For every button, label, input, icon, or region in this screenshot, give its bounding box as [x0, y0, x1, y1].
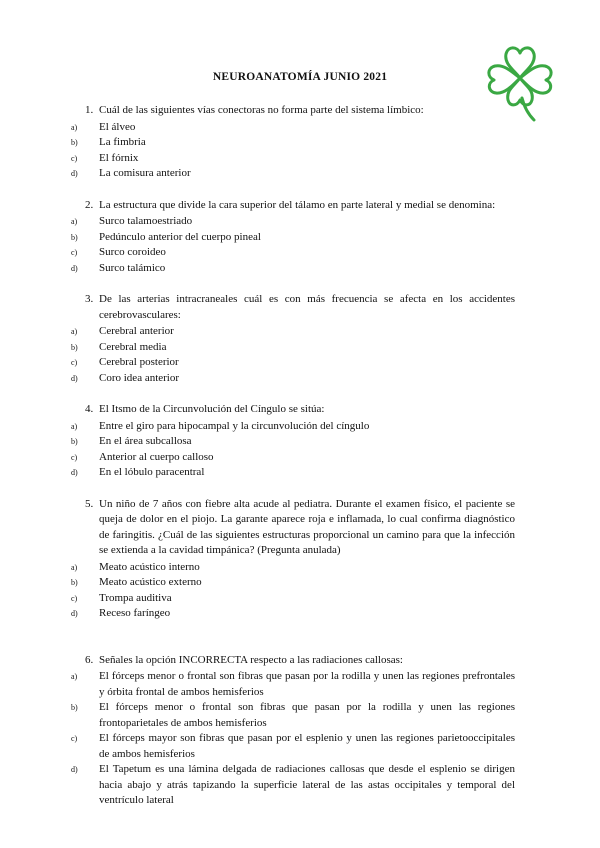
- option-letter: a): [71, 421, 78, 431]
- option-letter: a): [71, 217, 78, 226]
- option-text: Surco coroideo: [99, 246, 166, 258]
- question-number: 6.: [85, 653, 94, 666]
- option-letter: d): [71, 609, 78, 618]
- option-text: Trompa auditiva: [99, 591, 172, 604]
- option-text: Meato acústico externo: [99, 576, 202, 588]
- option-letter: b): [71, 342, 78, 352]
- option-c: [71, 731, 515, 762]
- option-text: El fórceps menor o frontal son fibras que pasan por la rodilla y unen las regiones frontoparietales de ambos hemisferios: [99, 701, 515, 729]
- question-2: [71, 198, 515, 277]
- option-letter: d): [71, 169, 78, 178]
- option-letter: a): [71, 327, 78, 336]
- option-letter: b): [71, 578, 78, 587]
- option-d: [71, 606, 515, 622]
- option-a: [71, 669, 515, 700]
- question-5: [71, 497, 515, 622]
- option-letter: a): [71, 122, 78, 132]
- option-text: Surco talámico: [99, 261, 166, 274]
- question-number: 2.: [85, 198, 94, 211]
- option-text: El fórceps mayor son fibras que pasan por el esplenio y unen las regiones parietooccipitales de ambos hemisferios: [99, 732, 515, 760]
- option-letter: b): [71, 138, 78, 147]
- question-text: Cuál de las siguientes vías conectoras no forma parte del sistema límbico:: [99, 104, 424, 116]
- option-text: Coro idea anterior: [99, 371, 180, 384]
- option-b: [71, 434, 515, 450]
- option-letter: a): [71, 562, 78, 572]
- option-text: Surco talamoestriado: [99, 215, 193, 227]
- option-text: El álveo: [99, 120, 136, 133]
- option-b: [71, 340, 515, 356]
- option-text: El fórnix: [99, 151, 139, 164]
- question-text: El Itsmo de la Circunvolución del Cíngulo se sitúa:: [99, 403, 325, 415]
- option-text: Cerebral posterior: [99, 356, 179, 368]
- question-text: La estructura que divide la cara superior del tálamo en parte lateral y medial se denomina:: [99, 198, 496, 211]
- option-d: [71, 465, 515, 481]
- option-letter: b): [71, 703, 78, 712]
- option-text: El fórceps menor o frontal son fibras que pasan por la rodilla y unen las regiones prefrontales y órbita frontal de ambos hemisferios: [99, 670, 515, 698]
- option-letter: d): [71, 468, 78, 477]
- option-text: Cerebral anterior: [99, 325, 174, 337]
- option-text: En el área subcallosa: [99, 435, 192, 447]
- option-letter: c): [71, 358, 78, 367]
- question-3: [71, 292, 515, 386]
- option-c: [71, 245, 515, 261]
- option-d: [71, 762, 515, 809]
- option-letter: d): [71, 765, 78, 774]
- option-c: [71, 450, 515, 466]
- option-text: Anterior al cuerpo calloso: [99, 450, 214, 463]
- option-letter: c): [71, 452, 78, 462]
- question-text: Un niño de 7 años con fiebre alta acude al pediatra. Durante el examen físico, el paciente se queja de dolor en el piojo. La garante aparece roja e inflamada, lo cual confirma diagnóstico de faringitis. ¿Cuál de las siguientes estructuras proporcional un camino para que la infección se extienda a la cavidad timpánica? (Pregunta anulada): [99, 497, 515, 556]
- option-b: [71, 700, 515, 731]
- option-letter: c): [71, 734, 78, 743]
- option-letter: b): [71, 232, 78, 242]
- question-text: Señales la opción INCORRECTA respecto a las radiaciones callosas:: [99, 653, 403, 666]
- option-d: [71, 166, 515, 182]
- option-a: [71, 120, 515, 136]
- question-number: 3.: [85, 293, 94, 305]
- option-c: [71, 355, 515, 371]
- option-text: Pedúnculo anterior del cuerpo pineal: [99, 230, 261, 243]
- option-c: [71, 591, 515, 607]
- option-text: La comisura anterior: [99, 167, 191, 179]
- option-b: [71, 135, 515, 151]
- option-a: [71, 214, 515, 230]
- option-text: El Tapetum es una lámina delgada de radiaciones callosas que desde el esplenio se dirigen hacia abajo y atrás tapizando la superficie lateral de las astas occipitales y temporal del ventrículo lateral: [99, 763, 515, 806]
- option-letter: c): [71, 153, 78, 163]
- question-1: [71, 103, 515, 182]
- question-number: 1.: [85, 104, 94, 116]
- option-a: [71, 419, 515, 435]
- option-d: [71, 371, 515, 387]
- option-letter: d): [71, 373, 78, 383]
- option-text: La fimbria: [99, 136, 146, 148]
- option-text: Entre el giro para hipocampal y la circunvolución del cíngulo: [99, 419, 370, 432]
- option-text: En el lóbulo paracentral: [99, 466, 205, 478]
- question-6: [71, 653, 515, 809]
- page-title: NEUROANATOMÍA JUNIO 2021: [212, 71, 388, 83]
- option-b: [71, 230, 515, 246]
- option-a: [71, 560, 515, 576]
- question-text: De las arterias intracraneales cuál es con más frecuencia se afecta en los accidentes cerebrovasculares:: [99, 293, 515, 321]
- option-d: [71, 261, 515, 277]
- option-b: [71, 575, 515, 591]
- question-list: [71, 103, 515, 809]
- option-text: Meato acústico interno: [99, 560, 200, 573]
- option-letter: c): [71, 593, 78, 603]
- question-number: 4.: [85, 403, 94, 415]
- option-text: Cerebral media: [99, 340, 167, 353]
- option-c: [71, 151, 515, 167]
- option-letter: a): [71, 672, 78, 681]
- question-number: 5.: [85, 497, 94, 510]
- option-letter: d): [71, 263, 78, 273]
- option-a: [71, 324, 515, 340]
- option-letter: b): [71, 437, 78, 446]
- option-text: Receso faríngeo: [99, 607, 171, 619]
- question-4: [71, 402, 515, 481]
- option-letter: c): [71, 248, 78, 257]
